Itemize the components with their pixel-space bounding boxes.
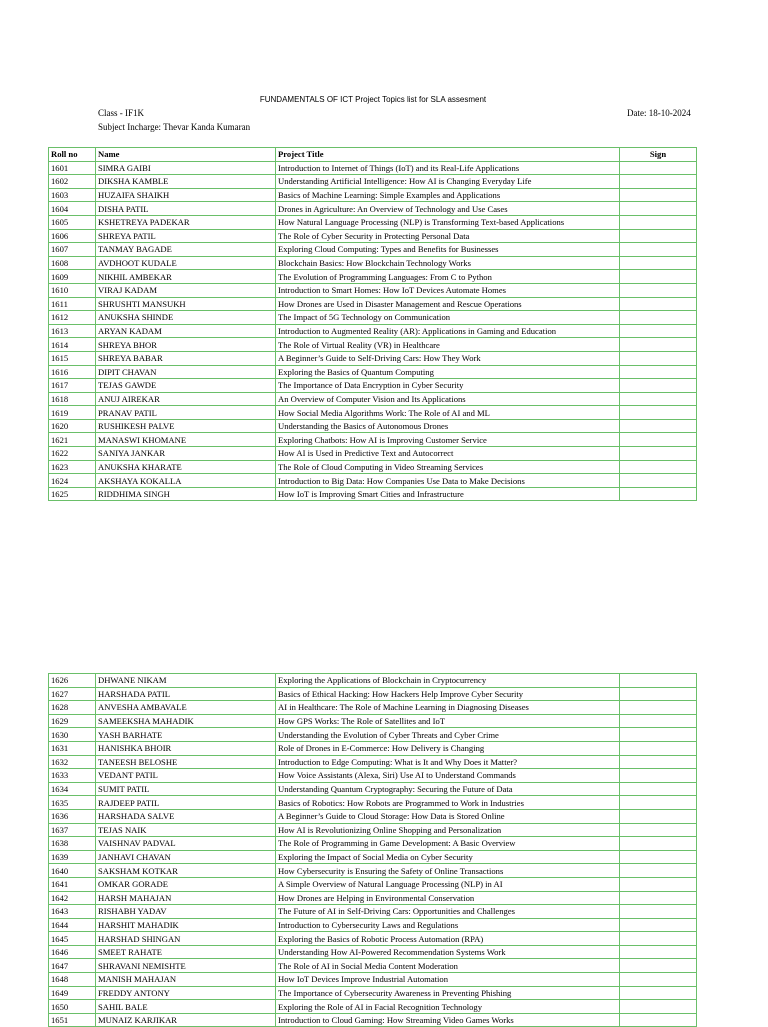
student-name-cell: SAMEEKSHA MAHADIK bbox=[96, 714, 276, 728]
project-title-cell: Exploring the Basics of Robotic Process Automation (RPA) bbox=[276, 932, 620, 946]
project-title-cell: The Role of Virtual Reality (VR) in Healthcare bbox=[276, 338, 620, 352]
roll-no-cell: 1621 bbox=[49, 433, 96, 447]
roll-no-cell: 1609 bbox=[49, 270, 96, 284]
document-title: FUNDAMENTALS OF ICT Project Topics list for SLA assesment bbox=[259, 95, 487, 104]
table-row bbox=[49, 433, 697, 447]
roll-no-cell: 1632 bbox=[49, 755, 96, 769]
table-row bbox=[49, 932, 697, 946]
roll-no-cell: 1606 bbox=[49, 229, 96, 243]
sign-cell bbox=[620, 283, 697, 297]
student-name-cell: NIKHIL AMBEKAR bbox=[96, 270, 276, 284]
student-name-cell: TANEESH BELOSHE bbox=[96, 755, 276, 769]
sign-cell bbox=[620, 973, 697, 987]
student-name-cell: ANUKSHA SHINDE bbox=[96, 311, 276, 325]
table-row bbox=[49, 161, 697, 175]
project-title-cell: Introduction to Edge Computing: What is It and Why Does it Matter? bbox=[276, 755, 620, 769]
sign-cell bbox=[620, 338, 697, 352]
project-title-cell: The Future of AI in Self-Driving Cars: Opportunities and Challenges bbox=[276, 905, 620, 919]
student-name-cell: RISHABH YADAV bbox=[96, 905, 276, 919]
student-name-cell: HANISHKA BHOIR bbox=[96, 741, 276, 755]
project-title-cell: Introduction to Internet of Things (IoT) and its Real-Life Applications bbox=[276, 161, 620, 175]
student-name-cell: DHWANE NIKAM bbox=[96, 674, 276, 688]
project-title-cell: Understanding Artificial Intelligence: How AI is Changing Everyday Life bbox=[276, 175, 620, 189]
table-row bbox=[49, 973, 697, 987]
table-row bbox=[49, 674, 697, 688]
project-title-header: Project Title bbox=[276, 148, 620, 162]
sign-cell bbox=[620, 741, 697, 755]
project-title-cell: AI in Healthcare: The Role of Machine Learning in Diagnosing Diseases bbox=[276, 701, 620, 715]
roll-no-cell: 1612 bbox=[49, 311, 96, 325]
table-row bbox=[49, 959, 697, 973]
table-row bbox=[49, 283, 697, 297]
student-name-cell: TEJAS NAIK bbox=[96, 823, 276, 837]
roll-no-cell: 1614 bbox=[49, 338, 96, 352]
roll-no-cell: 1629 bbox=[49, 714, 96, 728]
project-title-cell: The Importance of Data Encryption in Cyber Security bbox=[276, 379, 620, 393]
roll-no-cell: 1643 bbox=[49, 905, 96, 919]
roll-no-cell: 1601 bbox=[49, 161, 96, 175]
roll-no-cell: 1648 bbox=[49, 973, 96, 987]
student-name-cell: ANVESHA AMBAVALE bbox=[96, 701, 276, 715]
project-title-cell: Understanding How AI-Powered Recommendation Systems Work bbox=[276, 945, 620, 959]
student-name-cell: SHRAVANI NEMISHTE bbox=[96, 959, 276, 973]
roll-no-cell: 1634 bbox=[49, 782, 96, 796]
roll-no-cell: 1637 bbox=[49, 823, 96, 837]
roll-no-cell: 1624 bbox=[49, 474, 96, 488]
roll-no-cell: 1616 bbox=[49, 365, 96, 379]
table-row bbox=[49, 447, 697, 461]
roll-no-cell: 1625 bbox=[49, 487, 96, 501]
project-title-cell: Introduction to Smart Homes: How IoT Devices Automate Homes bbox=[276, 283, 620, 297]
table-header-row bbox=[49, 148, 697, 162]
table-row bbox=[49, 175, 697, 189]
table-row bbox=[49, 256, 697, 270]
roll-no-cell: 1608 bbox=[49, 256, 96, 270]
student-name-cell: ARYAN KADAM bbox=[96, 324, 276, 338]
table-row bbox=[49, 701, 697, 715]
student-name-cell: SMEET RAHATE bbox=[96, 945, 276, 959]
sign-cell bbox=[620, 877, 697, 891]
roll-no-cell: 1610 bbox=[49, 283, 96, 297]
roll-no-cell: 1619 bbox=[49, 406, 96, 420]
sign-cell bbox=[620, 701, 697, 715]
student-name-cell: PRANAV PATIL bbox=[96, 406, 276, 420]
project-title-cell: Introduction to Cloud Gaming: How Streaming Video Games Works bbox=[276, 1013, 620, 1027]
student-name-cell: SANIYA JANKAR bbox=[96, 447, 276, 461]
table-row bbox=[49, 351, 697, 365]
roll-no-cell: 1603 bbox=[49, 188, 96, 202]
roll-no-cell: 1602 bbox=[49, 175, 96, 189]
project-title-cell: Exploring the Impact of Social Media on Cyber Security bbox=[276, 850, 620, 864]
student-name-cell: RAJDEEP PATIL bbox=[96, 796, 276, 810]
student-name-cell: KSHETREYA PADEKAR bbox=[96, 215, 276, 229]
roll-no-cell: 1651 bbox=[49, 1013, 96, 1027]
project-title-cell: Basics of Robotics: How Robots are Programmed to Work in Industries bbox=[276, 796, 620, 810]
sign-cell bbox=[620, 905, 697, 919]
student-name-cell: HARSHIT MAHADIK bbox=[96, 918, 276, 932]
sign-cell bbox=[620, 782, 697, 796]
sign-cell bbox=[620, 202, 697, 216]
sign-cell bbox=[620, 297, 697, 311]
table-row bbox=[49, 728, 697, 742]
sign-cell bbox=[620, 796, 697, 810]
roll-no-cell: 1647 bbox=[49, 959, 96, 973]
student-name-cell: ANUJ AIREKAR bbox=[96, 392, 276, 406]
roll-no-cell: 1622 bbox=[49, 447, 96, 461]
sign-cell bbox=[620, 755, 697, 769]
student-name-cell: OMKAR GORADE bbox=[96, 877, 276, 891]
table-row bbox=[49, 769, 697, 783]
project-title-cell: The Role of Cyber Security in Protecting Personal Data bbox=[276, 229, 620, 243]
project-title-cell: Exploring the Applications of Blockchain in Cryptocurrency bbox=[276, 674, 620, 688]
sign-cell bbox=[620, 1013, 697, 1027]
roll-no-header: Roll no bbox=[49, 148, 96, 162]
table-row bbox=[49, 379, 697, 393]
project-title-cell: How Drones are Used in Disaster Management and Rescue Operations bbox=[276, 297, 620, 311]
roll-no-cell: 1615 bbox=[49, 351, 96, 365]
sign-cell bbox=[620, 850, 697, 864]
project-title-cell: How IoT Devices Improve Industrial Automation bbox=[276, 973, 620, 987]
sign-cell bbox=[620, 769, 697, 783]
student-name-cell: DISHA PATIL bbox=[96, 202, 276, 216]
table-row bbox=[49, 202, 697, 216]
roll-no-cell: 1646 bbox=[49, 945, 96, 959]
table-row bbox=[49, 215, 697, 229]
project-title-cell: How AI is Used in Predictive Text and Autocorrect bbox=[276, 447, 620, 461]
sign-cell bbox=[620, 959, 697, 973]
table-row bbox=[49, 986, 697, 1000]
roll-no-cell: 1633 bbox=[49, 769, 96, 783]
table-row bbox=[49, 297, 697, 311]
sign-cell bbox=[620, 487, 697, 501]
project-title-cell: Exploring Chatbots: How AI is Improving Customer Service bbox=[276, 433, 620, 447]
student-name-cell: SHREYA PATIL bbox=[96, 229, 276, 243]
roll-no-cell: 1630 bbox=[49, 728, 96, 742]
table-row bbox=[49, 474, 697, 488]
student-name-cell: DIKSHA KAMBLE bbox=[96, 175, 276, 189]
project-title-cell: Introduction to Cybersecurity Laws and Regulations bbox=[276, 918, 620, 932]
project-topics-table-part-2 bbox=[48, 673, 697, 1027]
table-row bbox=[49, 741, 697, 755]
table-row bbox=[49, 905, 697, 919]
project-title-cell: The Role of Cloud Computing in Video Streaming Services bbox=[276, 460, 620, 474]
table-row bbox=[49, 714, 697, 728]
student-name-cell: AKSHAYA KOKALLA bbox=[96, 474, 276, 488]
sign-cell bbox=[620, 823, 697, 837]
student-name-cell: TEJAS GAWDE bbox=[96, 379, 276, 393]
student-name-cell: VIRAJ KADAM bbox=[96, 283, 276, 297]
roll-no-cell: 1644 bbox=[49, 918, 96, 932]
roll-no-cell: 1611 bbox=[49, 297, 96, 311]
project-title-cell: How Drones are Helping in Environmental Conservation bbox=[276, 891, 620, 905]
sign-cell bbox=[620, 256, 697, 270]
roll-no-cell: 1638 bbox=[49, 837, 96, 851]
project-title-cell: A Beginner’s Guide to Cloud Storage: How Data is Stored Online bbox=[276, 809, 620, 823]
project-title-cell: Exploring Cloud Computing: Types and Benefits for Businesses bbox=[276, 243, 620, 257]
project-title-cell: Role of Drones in E-Commerce: How Delivery is Changing bbox=[276, 741, 620, 755]
student-name-cell: MANISH MAHAJAN bbox=[96, 973, 276, 987]
sign-cell bbox=[620, 406, 697, 420]
table-row bbox=[49, 837, 697, 851]
student-name-cell: HARSHAD SHINGAN bbox=[96, 932, 276, 946]
project-title-cell: How Social Media Algorithms Work: The Role of AI and ML bbox=[276, 406, 620, 420]
table-row bbox=[49, 365, 697, 379]
roll-no-cell: 1607 bbox=[49, 243, 96, 257]
sign-cell bbox=[620, 1000, 697, 1014]
student-name-cell: SHRUSHTI MANSUKH bbox=[96, 297, 276, 311]
table-row bbox=[49, 864, 697, 878]
sign-cell bbox=[620, 324, 697, 338]
project-title-cell: Understanding Quantum Cryptography: Securing the Future of Data bbox=[276, 782, 620, 796]
project-title-cell: How Cybersecurity is Ensuring the Safety of Online Transactions bbox=[276, 864, 620, 878]
table-row bbox=[49, 850, 697, 864]
table-row bbox=[49, 823, 697, 837]
sign-cell bbox=[620, 986, 697, 1000]
table-row bbox=[49, 324, 697, 338]
sign-cell bbox=[620, 270, 697, 284]
roll-no-cell: 1636 bbox=[49, 809, 96, 823]
roll-no-cell: 1649 bbox=[49, 986, 96, 1000]
sign-cell bbox=[620, 837, 697, 851]
project-title-cell: How IoT is Improving Smart Cities and Infrastructure bbox=[276, 487, 620, 501]
sign-cell bbox=[620, 433, 697, 447]
roll-no-cell: 1635 bbox=[49, 796, 96, 810]
sign-cell bbox=[620, 351, 697, 365]
student-name-cell: DIPIT CHAVAN bbox=[96, 365, 276, 379]
roll-no-cell: 1642 bbox=[49, 891, 96, 905]
table-row bbox=[49, 877, 697, 891]
project-title-cell: The Role of AI in Social Media Content Moderation bbox=[276, 959, 620, 973]
sign-cell bbox=[620, 474, 697, 488]
table-row bbox=[49, 338, 697, 352]
student-name-cell: JANHAVI CHAVAN bbox=[96, 850, 276, 864]
sign-cell bbox=[620, 311, 697, 325]
project-title-cell: The Importance of Cybersecurity Awareness in Preventing Phishing bbox=[276, 986, 620, 1000]
roll-no-cell: 1645 bbox=[49, 932, 96, 946]
student-name-cell: SHREYA BABAR bbox=[96, 351, 276, 365]
student-name-cell: TANMAY BAGADE bbox=[96, 243, 276, 257]
project-title-cell: The Evolution of Programming Languages: From C to Python bbox=[276, 270, 620, 284]
student-name-cell: SAHIL BALE bbox=[96, 1000, 276, 1014]
roll-no-cell: 1631 bbox=[49, 741, 96, 755]
table-row bbox=[49, 918, 697, 932]
table-row bbox=[49, 809, 697, 823]
sign-cell bbox=[620, 674, 697, 688]
project-title-cell: How GPS Works: The Role of Satellites and IoT bbox=[276, 714, 620, 728]
table-row bbox=[49, 796, 697, 810]
date-label: Date: 18-10-2024 bbox=[627, 108, 691, 118]
project-title-cell: How Voice Assistants (Alexa, Siri) Use AI to Understand Commands bbox=[276, 769, 620, 783]
student-name-cell: HARSHADA SALVE bbox=[96, 809, 276, 823]
sign-cell bbox=[620, 161, 697, 175]
project-title-cell: Understanding the Evolution of Cyber Threats and Cyber Crime bbox=[276, 728, 620, 742]
table-row bbox=[49, 487, 697, 501]
student-name-cell: YASH BARHATE bbox=[96, 728, 276, 742]
table-row bbox=[49, 945, 697, 959]
student-name-cell: SUMIT PATIL bbox=[96, 782, 276, 796]
project-title-cell: Exploring the Role of AI in Facial Recognition Technology bbox=[276, 1000, 620, 1014]
project-title-cell: Basics of Machine Learning: Simple Examples and Applications bbox=[276, 188, 620, 202]
student-name-cell: SHREYA BHOR bbox=[96, 338, 276, 352]
project-title-cell: Introduction to Big Data: How Companies Use Data to Make Decisions bbox=[276, 474, 620, 488]
roll-no-cell: 1617 bbox=[49, 379, 96, 393]
sign-cell bbox=[620, 891, 697, 905]
student-name-cell: SAKSHAM KOTKAR bbox=[96, 864, 276, 878]
project-title-cell: Blockchain Basics: How Blockchain Technology Works bbox=[276, 256, 620, 270]
sign-cell bbox=[620, 864, 697, 878]
roll-no-cell: 1640 bbox=[49, 864, 96, 878]
table-row bbox=[49, 782, 697, 796]
student-name-cell: MUNAIZ KARJIKAR bbox=[96, 1013, 276, 1027]
student-name-cell: MANASWI KHOMANE bbox=[96, 433, 276, 447]
project-title-cell: Introduction to Augmented Reality (AR): Applications in Gaming and Education bbox=[276, 324, 620, 338]
sign-cell bbox=[620, 379, 697, 393]
sign-cell bbox=[620, 460, 697, 474]
project-topics-table-part-1 bbox=[48, 147, 697, 501]
sign-cell bbox=[620, 918, 697, 932]
table-row bbox=[49, 419, 697, 433]
project-title-cell: Basics of Ethical Hacking: How Hackers Help Improve Cyber Security bbox=[276, 687, 620, 701]
student-name-cell: ANUKSHA KHARATE bbox=[96, 460, 276, 474]
project-title-cell: How Natural Language Processing (NLP) is Transforming Text-based Applications bbox=[276, 215, 620, 229]
table-row bbox=[49, 891, 697, 905]
roll-no-cell: 1620 bbox=[49, 419, 96, 433]
student-name-cell: HARSH MAHAJAN bbox=[96, 891, 276, 905]
sign-cell bbox=[620, 419, 697, 433]
project-title-cell: How AI is Revolutionizing Online Shopping and Personalization bbox=[276, 823, 620, 837]
table-row bbox=[49, 311, 697, 325]
student-name-cell: HUZAIFA SHAIKH bbox=[96, 188, 276, 202]
sign-cell bbox=[620, 175, 697, 189]
sign-cell bbox=[620, 447, 697, 461]
student-name-cell: RIDDHIMA SINGH bbox=[96, 487, 276, 501]
sign-cell bbox=[620, 365, 697, 379]
student-name-cell: VAISHNAV PADVAL bbox=[96, 837, 276, 851]
name-header: Name bbox=[96, 148, 276, 162]
project-title-cell: An Overview of Computer Vision and Its Applications bbox=[276, 392, 620, 406]
student-name-cell: SIMRA GAIBI bbox=[96, 161, 276, 175]
sign-cell bbox=[620, 714, 697, 728]
student-name-cell: AVDHOOT KUDALE bbox=[96, 256, 276, 270]
project-title-cell: A Simple Overview of Natural Language Processing (NLP) in AI bbox=[276, 877, 620, 891]
roll-no-cell: 1628 bbox=[49, 701, 96, 715]
table-row bbox=[49, 460, 697, 474]
roll-no-cell: 1639 bbox=[49, 850, 96, 864]
student-name-cell: FREDDY ANTONY bbox=[96, 986, 276, 1000]
subject-incharge-label: Subject Incharge: Thevar Kanda Kumaran bbox=[98, 122, 251, 132]
roll-no-cell: 1613 bbox=[49, 324, 96, 338]
table-row bbox=[49, 755, 697, 769]
sign-cell bbox=[620, 728, 697, 742]
table-row bbox=[49, 270, 697, 284]
roll-no-cell: 1626 bbox=[49, 674, 96, 688]
roll-no-cell: 1605 bbox=[49, 215, 96, 229]
sign-cell bbox=[620, 945, 697, 959]
student-name-cell: RUSHIKESH PALVE bbox=[96, 419, 276, 433]
project-title-cell: Understanding the Basics of Autonomous Drones bbox=[276, 419, 620, 433]
sign-cell bbox=[620, 215, 697, 229]
roll-no-cell: 1618 bbox=[49, 392, 96, 406]
student-name-cell: VEDANT PATIL bbox=[96, 769, 276, 783]
sign-cell bbox=[620, 932, 697, 946]
table-row bbox=[49, 392, 697, 406]
project-title-cell: A Beginner’s Guide to Self-Driving Cars: How They Work bbox=[276, 351, 620, 365]
project-title-cell: The Role of Programming in Game Development: A Basic Overview bbox=[276, 837, 620, 851]
sign-cell bbox=[620, 809, 697, 823]
table-row bbox=[49, 1013, 697, 1027]
project-title-cell: Exploring the Basics of Quantum Computing bbox=[276, 365, 620, 379]
roll-no-cell: 1627 bbox=[49, 687, 96, 701]
project-title-cell: The Impact of 5G Technology on Communication bbox=[276, 311, 620, 325]
roll-no-cell: 1604 bbox=[49, 202, 96, 216]
table-row bbox=[49, 229, 697, 243]
sign-cell bbox=[620, 687, 697, 701]
class-label: Class - IF1K bbox=[98, 108, 145, 118]
sign-cell bbox=[620, 392, 697, 406]
table-row bbox=[49, 1000, 697, 1014]
table-row bbox=[49, 687, 697, 701]
sign-cell bbox=[620, 229, 697, 243]
table-row bbox=[49, 243, 697, 257]
roll-no-cell: 1641 bbox=[49, 877, 96, 891]
table-row bbox=[49, 406, 697, 420]
sign-header: Sign bbox=[620, 148, 697, 162]
roll-no-cell: 1650 bbox=[49, 1000, 96, 1014]
table-row bbox=[49, 188, 697, 202]
sign-cell bbox=[620, 243, 697, 257]
roll-no-cell: 1623 bbox=[49, 460, 96, 474]
student-name-cell: HARSHADA PATIL bbox=[96, 687, 276, 701]
sign-cell bbox=[620, 188, 697, 202]
project-title-cell: Drones in Agriculture: An Overview of Technology and Use Cases bbox=[276, 202, 620, 216]
